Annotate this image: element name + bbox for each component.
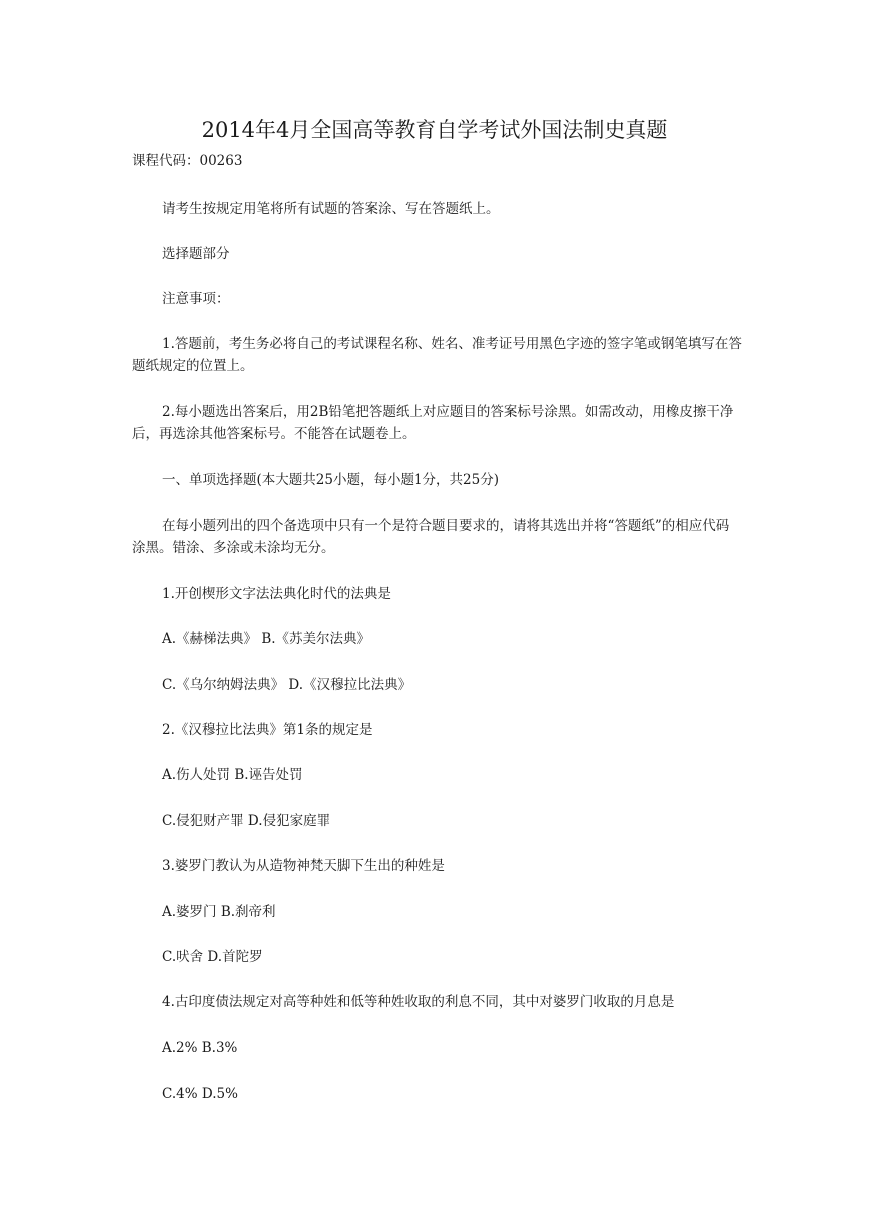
- notice-item-2: 2.每小题选出答案后，用2B铅笔把答题纸上对应题目的答案标号涂黑。如需改动，用橡皮擦干净后，再选涂其他答案标号。不能答在试题卷上。: [132, 404, 734, 442]
- question-1: 1.开创楔形文字法法典化时代的法典是: [162, 586, 391, 602]
- question-2-options-ab: A.伤人处罚 B.诬告处罚: [162, 767, 303, 783]
- notice-heading: 注意事项：: [162, 291, 230, 307]
- question-3-options-cd: C.吠舍 D.首陀罗: [162, 949, 263, 965]
- notice-item-1: 1.答题前，考生务必将自己的考试课程名称、姓名、准考证号用黑色字迹的签字笔或钢笔填写在答题纸规定的位置上。: [132, 336, 742, 374]
- document-title: 2014年4月全国高等教育自学考试外国法制史真题: [201, 118, 668, 142]
- section-heading-single-choice: 一、单项选择题(本大题共25小题，每小题1分，共25分): [162, 472, 499, 488]
- question-4-options-cd: C.4% D.5%: [162, 1086, 238, 1102]
- question-2: 2.《汉穆拉比法典》第1条的规定是: [162, 722, 373, 738]
- question-3-options-ab: A.婆罗门 B.刹帝利: [162, 904, 276, 920]
- question-2-options-cd: C.侵犯财产罪 D.侵犯家庭罪: [162, 813, 331, 829]
- course-code: 课程代码：00263: [132, 153, 243, 169]
- question-3: 3.婆罗门教认为从造物神梵天脚下生出的种姓是: [162, 858, 445, 874]
- question-4-options-ab: A.2% B.3%: [162, 1040, 238, 1056]
- question-1-options-ab: A.《赫梯法典》 B.《苏美尔法典》: [162, 631, 371, 647]
- section-heading-choice: 选择题部分: [162, 246, 230, 262]
- section-instructions: 在每小题列出的四个备选项中只有一个是符合题目要求的，请将其选出并将“答题纸”的相应代码涂黑。错涂、多涂或未涂均无分。: [132, 518, 730, 556]
- question-4: 4.古印度债法规定对高等种姓和低等种姓收取的利息不同，其中对婆罗门收取的月息是: [162, 994, 675, 1010]
- question-1-options-cd: C.《乌尔纳姆法典》 D.《汉穆拉比法典》: [162, 677, 412, 693]
- instruction-text: 请考生按规定用笔将所有试题的答案涂、写在答题纸上。: [162, 201, 500, 217]
